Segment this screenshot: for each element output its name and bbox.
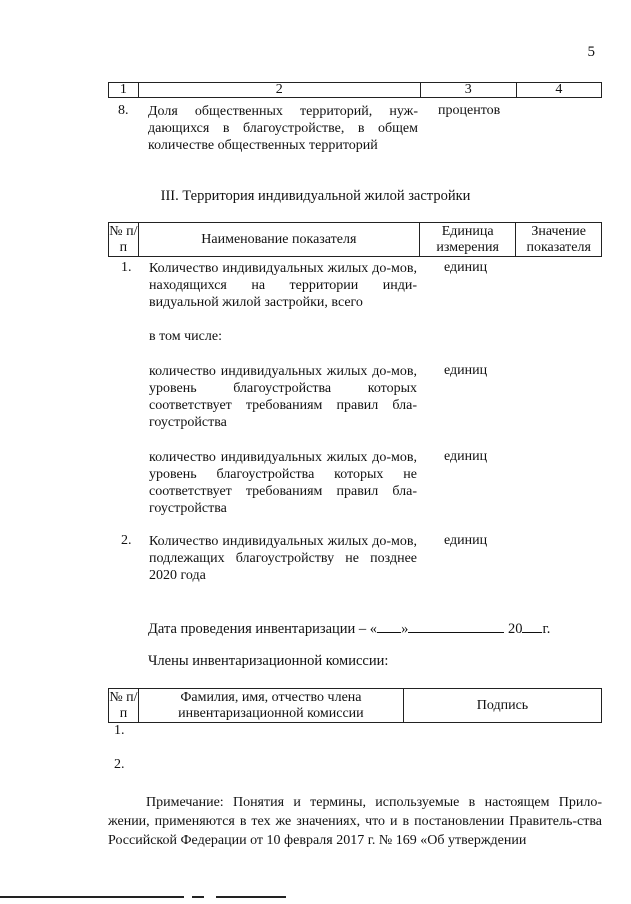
row-8-number: 8. [118, 103, 129, 118]
commission-table [108, 688, 602, 723]
inventory-date-mid: » [401, 621, 409, 637]
column-number-row [108, 82, 602, 98]
note-paragraph: Примечание: Понятия и термины, используемые в настоящем Прило-жении, применяются в тех же значениях, что и в постановлении Правитель-ства Российской Федерации от 10 февраля 2017 г. № 169 «Об утверждении [108, 795, 602, 848]
bottom-rule-mid [192, 896, 204, 898]
section-title: III. Территория индивидуальной жилой застройки [160, 188, 471, 204]
subitem-1-unit: единиц [444, 363, 488, 378]
row-8-unit: процентов [438, 103, 501, 118]
col-number-4: 4 [516, 83, 601, 98]
inventory-date-line [148, 618, 550, 638]
bottom-rule-left [0, 896, 184, 898]
page-number: 5 [587, 44, 595, 60]
sig-header-name: Фамилия, имя, отчество члена инвентаризационной комиссии [138, 689, 403, 723]
header-indicator-name: Наименование показателя [138, 223, 419, 257]
sig-row-2-number: 2. [114, 757, 125, 772]
inventory-date-year: 20 [507, 621, 523, 637]
sig-header-signature: Подпись [403, 689, 601, 723]
sig-row-1-number: 1. [114, 723, 125, 738]
item-2-text: Количество индивидуальных жилых до-мов, подлежащих благоустройству не позднее 2020 года [149, 534, 417, 583]
including-label: в том числе: [149, 329, 222, 344]
row-8-text: Доля общественных территорий, нуж-дающихся в благоустройстве, в общем количестве общественных территорий [148, 104, 418, 153]
item-2-unit: единиц [444, 533, 488, 548]
sig-header-number: № п/п [109, 689, 138, 721]
item-1-text: Количество индивидуальных жилых до-мов, находящихся на территории инди-видуальной жилой застройки, всего [149, 261, 417, 310]
bottom-rule-right [216, 896, 286, 898]
day-blank [377, 618, 401, 633]
col-number-1: 1 [109, 83, 139, 98]
subitem-2-unit: единиц [444, 449, 488, 464]
header-value: Значение показателя [516, 223, 602, 257]
header-number: № п/п [109, 223, 138, 255]
commission-title: Члены инвентаризационной комиссии: [148, 653, 389, 669]
inventory-date-suffix: г. [542, 621, 551, 637]
year-blank [522, 618, 542, 633]
col-number-3: 3 [420, 83, 516, 98]
item-2-number: 2. [121, 533, 132, 548]
subitem-1-text: количество индивидуальных жилых до-мов, уровень благоустройства которых соответствует требованиям правил бла-гоустройства [149, 364, 417, 430]
col-number-2: 2 [138, 83, 420, 98]
item-1-unit: единиц [444, 260, 488, 275]
indicators-table-header [108, 222, 602, 257]
header-unit: Единица измерения [420, 223, 516, 257]
inventory-date-prefix: Дата проведения инвентаризации – « [148, 621, 378, 637]
subitem-2-text: количество индивидуальных жилых до-мов, уровень благоустройства которых не соответствует требованиям правил бла-гоустройства [149, 450, 417, 516]
item-1-number: 1. [121, 260, 132, 275]
month-blank [408, 618, 504, 633]
